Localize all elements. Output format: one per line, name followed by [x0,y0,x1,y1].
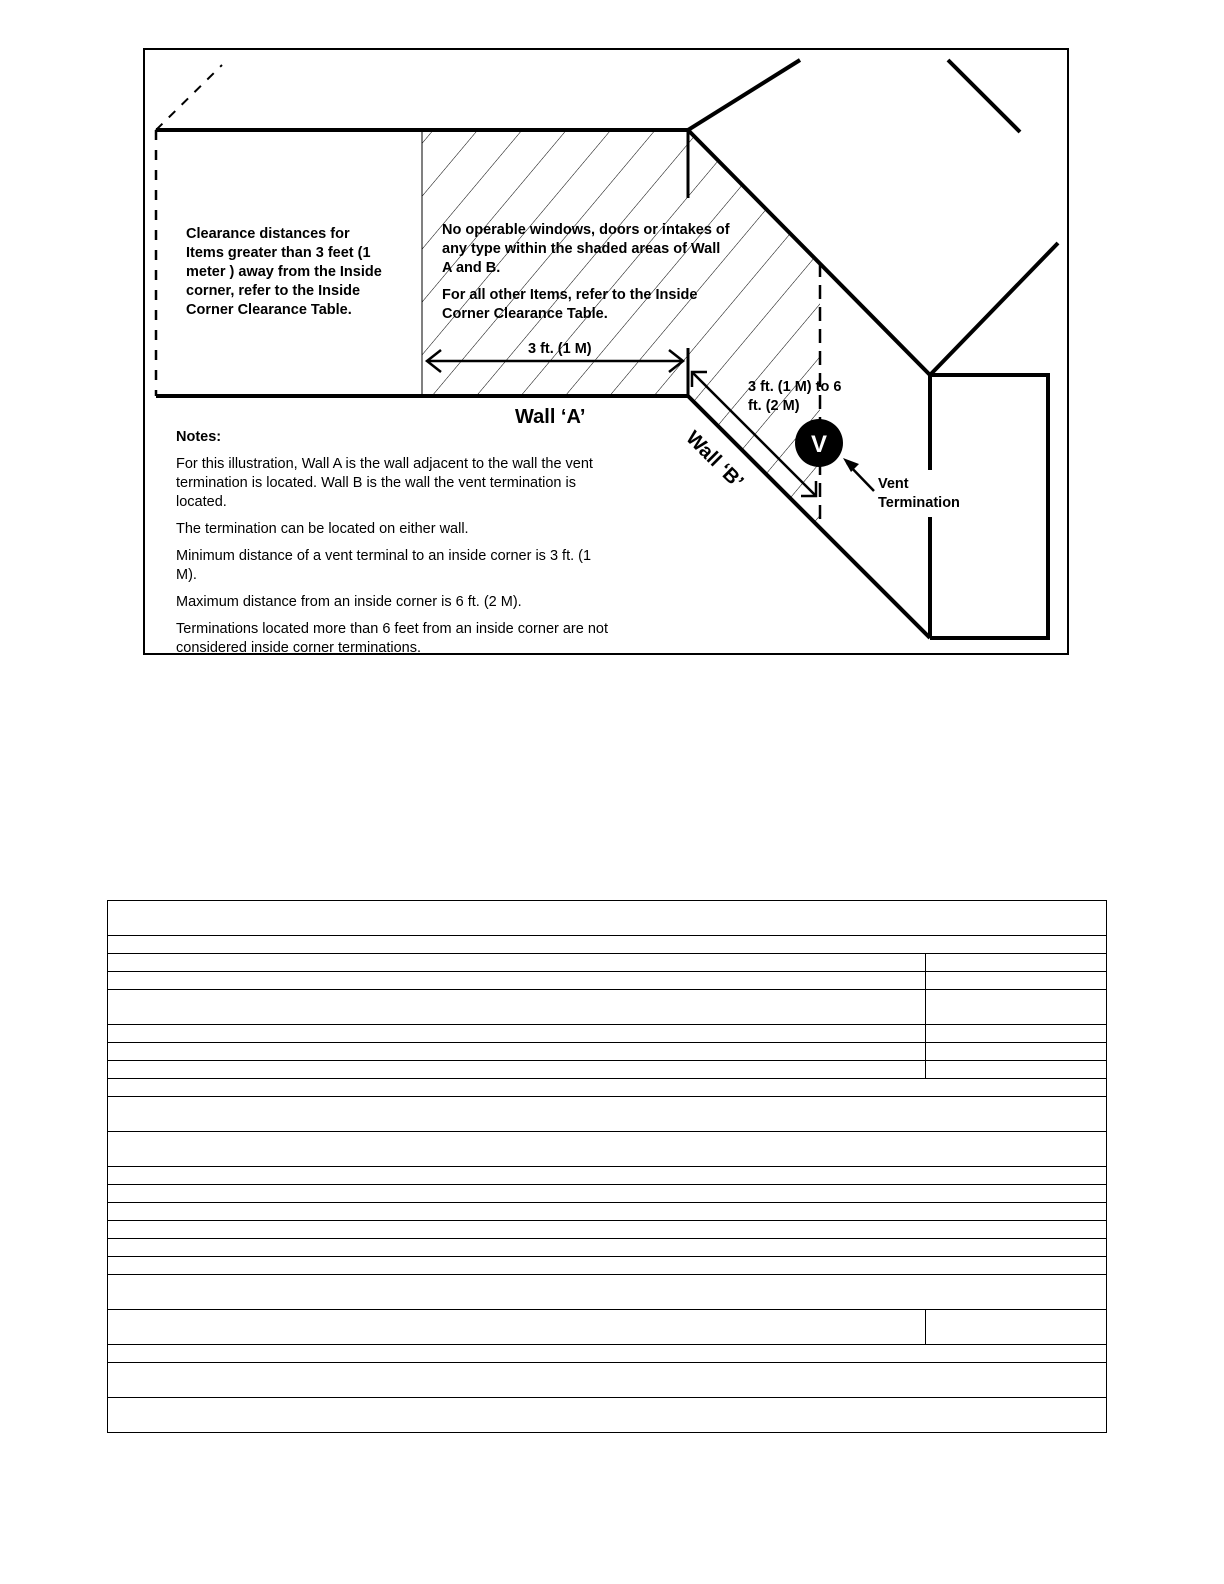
table-cell-merged [108,1239,1107,1257]
note-item: Terminations located more than 6 feet from an inside corner are not considered inside corner terminations. [176,621,609,656]
table-row [108,1025,1107,1043]
table-cell-merged [108,1203,1107,1221]
table-row [108,1097,1107,1132]
table-cell-value [926,1025,1107,1043]
table-cell-description [108,1310,926,1345]
wall-b-label: Wall ‘B’ [681,427,748,494]
table-cell-merged [108,1221,1107,1239]
inside-corner-diagram [143,48,1069,655]
table-cell-merged [108,1185,1107,1203]
table-row [108,1257,1107,1275]
note-item: Maximum distance from an inside corner is 6 ft. (2 M). [176,594,522,610]
table-row [108,1167,1107,1185]
table-row [108,1398,1107,1433]
table-row [108,1310,1107,1345]
table-cell-value [926,1061,1107,1079]
table-cell-value [926,1310,1107,1345]
note-item: For this illustration, Wall A is the wall adjacent to the wall the vent termination is located. Wall B is the wall the vent termination is located. [176,456,593,510]
table-cell-value [926,972,1107,990]
table-cell-value [926,1043,1107,1061]
note-item: The termination can be located on either wall. [176,521,469,537]
table-cell-value [926,990,1107,1025]
table-row [108,1345,1107,1363]
table-row [108,936,1107,954]
vent-leader-arrow [843,458,874,491]
table-row [108,972,1107,990]
table-cell-merged [108,1097,1107,1132]
table-row [108,990,1107,1025]
notes-title: Notes: [176,429,222,445]
notes-section [176,428,611,666]
table-cell-value [926,954,1107,972]
table-cell-description [108,954,926,972]
table-row [108,1239,1107,1257]
top-left-dashed-diagonal [156,65,222,130]
table-row [108,954,1107,972]
roof-ridge [688,60,800,130]
table-cell-merged [108,1345,1107,1363]
vent-symbol: V [810,431,828,458]
table-cell-merged [108,1257,1107,1275]
wall-a-label: Wall ‘A’ [515,406,586,428]
table-cell-merged [108,1132,1107,1167]
dimension-label-wall-b: 3 ft. (1 M) to 6 ft. (2 M) [748,379,842,414]
roof-edge-right [948,60,1020,132]
table-row [108,1043,1107,1061]
table-cell-description [108,1025,926,1043]
note-item: Minimum distance of a vent terminal to an inside corner is 3 ft. (1 M). [176,548,592,583]
table-row [108,1185,1107,1203]
vent-termination-label: Vent Termination [878,476,960,511]
table-row [108,1221,1107,1239]
table-cell-merged [108,901,1107,936]
table-cell-description [108,990,926,1025]
other-items-text: For all other Items, refer to the Inside Corner Clearance Table. [442,287,698,322]
clearance-table [107,900,1107,1433]
table-cell-description [108,1061,926,1079]
table-cell-merged [108,936,1107,954]
middle-shaded-text [442,221,732,324]
table-row [108,1363,1107,1398]
table-cell-merged [108,1363,1107,1398]
table-row [108,1079,1107,1097]
table-row [108,901,1107,936]
table-cell-description [108,1043,926,1061]
table-cell-merged [108,1079,1107,1097]
right-diagonal-wall [930,243,1058,375]
table-cell-merged [108,1275,1107,1310]
table-row [108,1275,1107,1310]
dimension-label-wall-a: 3 ft. (1 M) [528,341,592,357]
table-cell-merged [108,1167,1107,1185]
table-row [108,1061,1107,1079]
no-operable-openings-text: No operable windows, doors or intakes of any type within the shaded areas of Wall A and B. [442,222,730,276]
table-row [108,1203,1107,1221]
table-cell-merged [108,1398,1107,1433]
left-clearance-text: Clearance distances for Items greater than 3 feet (1 meter ) away from the Inside corner, refer to the Inside Corner Clearance Table. [186,226,382,318]
table-cell-description [108,972,926,990]
table-row [108,1132,1107,1167]
